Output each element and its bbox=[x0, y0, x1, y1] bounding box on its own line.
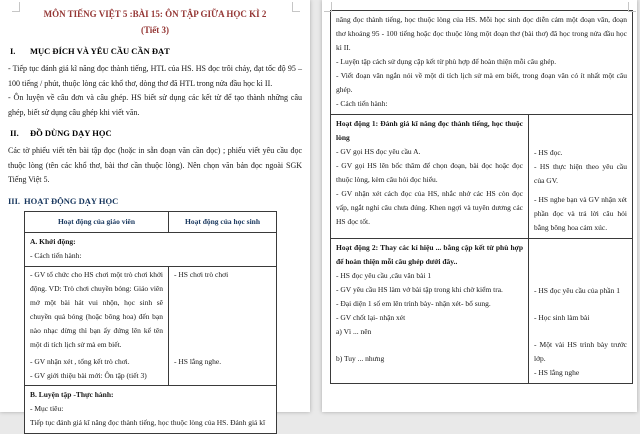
paragraph: - Cách tiến hành: bbox=[30, 250, 82, 260]
paragraph: - GV yêu cầu HS làm vở bài tập trong khi chờ kiểm tra. bbox=[336, 285, 503, 294]
paragraph: - Viết đoạn văn ngắn nói về một di tích lịch sử mà em biết, trong đoạn văn có ít nhất một câu ghép. bbox=[336, 71, 627, 94]
paragraph: - Mục tiêu: bbox=[30, 403, 64, 413]
student-activity-cell bbox=[169, 267, 276, 354]
paragraph: - Ôn luyện về câu đơn và câu ghép. HS biết sử dụng các kết từ để tạo thành những câu ghép, biết sử dụng câu ghép khi viết văn. bbox=[8, 93, 302, 117]
paragraph: - Đại diện 1 số em lên trình bày- nhận xét- bổ sung. bbox=[336, 299, 491, 308]
section-title: MỤC ĐÍCH VÀ YÊU CẦU CẦN ĐẠT bbox=[30, 46, 170, 56]
table-row-warmup-heading bbox=[25, 233, 276, 267]
document-page-right bbox=[322, 0, 637, 412]
paragraph: - Tiếp tục đánh giá kĩ năng đọc thành tiếng, HTL của HS. HS đọc trôi chảy, đạt tốc độ 95 – 100 tiếng / phút, thuộc lòng các khổ thơ, dòng thơ đã HTL trong nửa đầu học kì II. bbox=[8, 64, 302, 88]
paragraph: - HS đọc yêu cầu của phần 1 bbox=[534, 286, 621, 295]
activity-heading: Hoạt động 1: Đánh giá kĩ năng đọc thành tiếng, học thuộc lòng bbox=[336, 119, 523, 142]
section-heading-1 bbox=[10, 45, 302, 58]
page-subtitle: (Tiết 3) bbox=[140, 25, 170, 35]
paragraph: - HS chơi trò chơi bbox=[174, 269, 229, 279]
student-activity-cell bbox=[169, 354, 276, 385]
paragraph: năng đọc thành tiếng, học thuộc lòng của HS. Mỗi học sinh đọc diễn cảm một đoạn văn, đoạn thơ khoảng 95 - 100 tiếng hoặc đọc thuộc lòng một đoạn thơ (bài thơ) đã học trong nửa đầu học kì II. bbox=[336, 15, 627, 52]
paragraph: - Một vài HS trình bày trước lớp. bbox=[534, 340, 627, 363]
paragraph: - GV tổ chức cho HS chơi một trò chơi khởi động. VD: Trò chơi chuyền bóng: Giáo viên mở một bài hát vui nhộn, học sinh sẽ chuyền quả bóng (hoặc bông hoa) đến bạn nào nhạc dừng thì bạn ấy đứng lên kể tên một di tích lịch sử mà em biết. bbox=[30, 269, 163, 349]
activity-heading: Hoạt động 2: Thay các kí hiệu ... bằng cặp kết từ phù hợp để hoàn thiện mỗi câu ghép dưới đây.. bbox=[336, 243, 523, 266]
table-row-objective-continued bbox=[331, 11, 632, 115]
column-header-teacher: Hoạt động của giáo viên bbox=[25, 212, 169, 232]
table-header-row bbox=[25, 212, 276, 233]
teacher-activity-cell bbox=[331, 115, 529, 238]
section-title: HOẠT ĐỘNG DẠY HỌC bbox=[24, 195, 119, 206]
section-number: I. bbox=[10, 46, 16, 56]
student-activity-cell bbox=[529, 239, 632, 383]
paragraph: a) Vì ... nên bbox=[336, 327, 372, 336]
paragraph: - GV nhận xét , tổng kết trò chơi. bbox=[30, 356, 130, 366]
paragraph: - Học sinh làm bài bbox=[534, 313, 590, 322]
section-heading-2 bbox=[10, 127, 302, 140]
paragraph: - GV nhận xét cách đọc của HS, nhắc nhở các HS còn đọc vấp, ngắt nghỉ câu chưa đúng. Khen ngợi và tuyên dương các HS đọc tốt. bbox=[336, 189, 523, 226]
paragraph: - Cách tiến hành: bbox=[336, 99, 388, 108]
page-title: MÔN TIẾNG VIỆT 5 :BÀI 15: ÔN TẬP GIỮA HỌC KÌ 2 bbox=[43, 9, 267, 19]
student-activity-cell bbox=[529, 115, 632, 238]
table-row-activity-2 bbox=[331, 239, 632, 383]
teacher-activity-cell bbox=[25, 354, 169, 385]
subsection-heading: A. Khởi động: bbox=[30, 236, 76, 246]
table-row-activity-1 bbox=[331, 115, 632, 239]
paragraph: - GV giới thiệu bài mới: Ôn tập (tiết 3) bbox=[30, 370, 147, 380]
paragraph: - HS nghe bạn và GV nhận xét phần đọc và trả lời câu hỏi bằng bông hoa cảm xúc. bbox=[534, 195, 627, 232]
table-row bbox=[25, 354, 276, 385]
paragraph: - GV gọi HS lên bốc thăm để chọn đoạn, bài đọc hoặc đọc thuộc lòng, kèm câu hỏi đọc hiểu. bbox=[336, 161, 523, 184]
paragraph: Các tờ phiếu viết tên bài tập đọc (hoặc in sẵn đoạn văn cần đọc) ; phiếu viết yêu cầu đọc thuộc lòng (tên các khổ thơ, bài thơ cần thuộc lòng). Nên chọn văn bản đọc ngoài SGK Tiếng Việt 5. bbox=[8, 146, 302, 184]
document-page-left bbox=[0, 0, 310, 427]
paragraph: - GV chốt lại- nhận xét bbox=[336, 313, 406, 322]
paragraph: - HS đọc. bbox=[534, 148, 563, 157]
section-number: III. bbox=[8, 195, 21, 206]
margin-mark-icon bbox=[324, 2, 332, 12]
section-number: II. bbox=[10, 128, 19, 138]
paragraph: b) Tuy ... nhưng bbox=[336, 354, 385, 363]
subsection-heading: B. Luyện tập -Thực hành: bbox=[30, 389, 114, 399]
margin-mark-icon bbox=[628, 2, 636, 12]
column-header-student: Hoạt động của học sinh bbox=[184, 216, 261, 226]
paragraph: - HS đọc yêu cầu ,câu văn bài 1 bbox=[336, 271, 432, 280]
lesson-activity-table bbox=[24, 211, 277, 434]
section-heading-3 bbox=[8, 195, 302, 208]
teacher-activity-cell bbox=[331, 239, 529, 383]
margin-mark-icon bbox=[292, 2, 300, 12]
margin-mark-icon bbox=[12, 2, 20, 12]
paragraph: - HS lắng nghe. bbox=[174, 356, 222, 366]
teacher-activity-cell bbox=[25, 267, 169, 354]
paragraph: - GV gọi HS đọc yêu cầu A. bbox=[336, 147, 421, 156]
paragraph: - HS thực hiện theo yêu cầu của GV. bbox=[534, 162, 627, 185]
table-row-practice-heading bbox=[25, 385, 276, 433]
lesson-activity-table-continued bbox=[330, 10, 633, 384]
section-title: ĐỒ DÙNG DẠY HỌC bbox=[30, 128, 112, 138]
paragraph: Tiếp tục đánh giá kĩ năng đọc thành tiếng, học thuộc lòng của HS. Đánh giá kĩ bbox=[30, 417, 266, 427]
paragraph: - HS lắng nghe bbox=[534, 368, 580, 377]
paragraph: - Luyện tập cách sử dụng cặp kết từ phù hợp để hoàn thiện mỗi câu ghép. bbox=[336, 57, 557, 66]
table-row bbox=[25, 267, 276, 354]
